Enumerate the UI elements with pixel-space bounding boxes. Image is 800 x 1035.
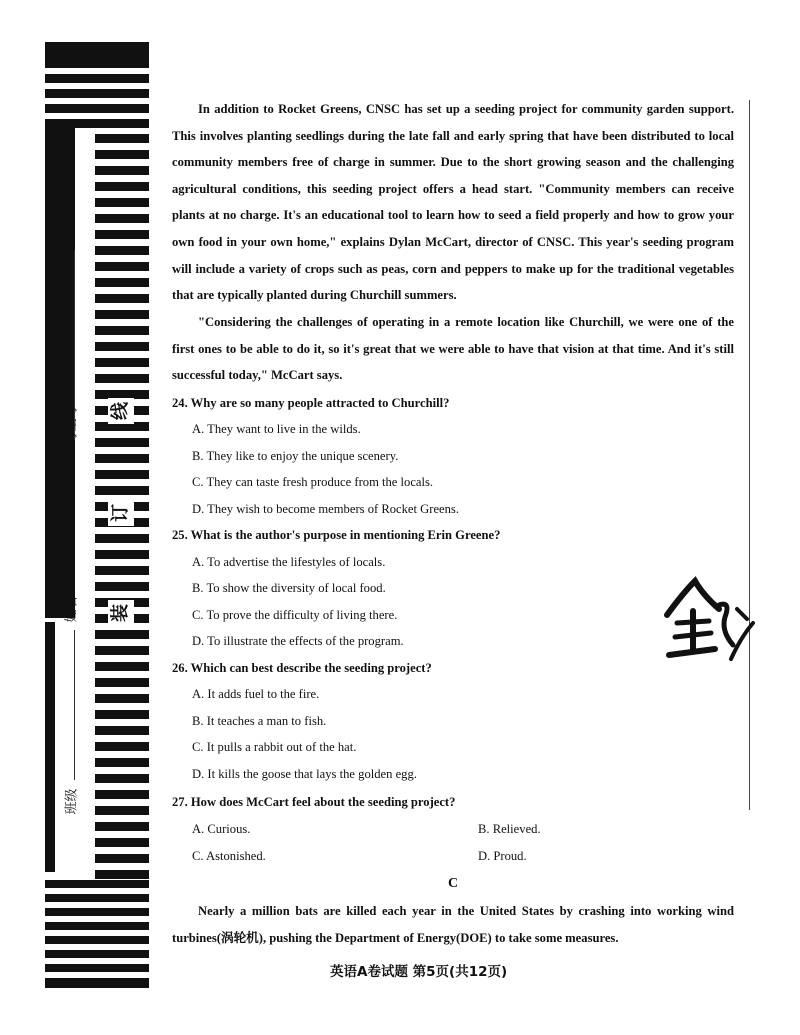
q24-option-b: B. They like to enjoy the unique scenery. (192, 449, 399, 463)
q26-option-b: B. It teaches a man to fish. (192, 714, 327, 728)
q26-option-c: C. It pulls a rabbit out of the hat. (192, 740, 357, 754)
q25-option-c: C. To prove the difficulty of living there. (192, 608, 398, 622)
q27-option-b: B. Relieved. (478, 822, 541, 836)
q27-option-a: A. Curious. (192, 822, 251, 836)
question-26: 26. Which can best describe the seeding project? (172, 661, 432, 675)
q25-option-b: B. To show the diversity of local food. (192, 581, 386, 595)
passage-b-para-1-text: In addition to Rocket Greens, CNSC has set up a seeding project for community garden support. This involves planting seedlings during the late fall and early spring that have been distributed to local community members free of charge in summer. Due to the short growing season and the challenging agricultural conditions, this seeding project offers a head start. "Community members can receive plants at no charge. It's an educational tool to learn how to seed a field properly and how to grow your own food in your own home," explains Dylan McCart, director of CNSC. This year's seeding program will include a variety of crops such as peas, corn and peppers to make up for the traditional vegetables that are typically planted during Churchill summers. (172, 102, 734, 303)
passage-c-para-1-text: Nearly a million bats are killed each year in the United States by crashing into working wind turbines(涡轮机), pushing the Department of Energy(DOE) to take some measures. (172, 904, 734, 945)
q26-option-a: A. It adds fuel to the fire. (192, 687, 320, 701)
page-footer: 英语A卷试题 第5页(共12页) (330, 964, 508, 980)
name-label: 姓名 (64, 596, 80, 623)
q24-option-a: A. They want to live in the wilds. (192, 422, 361, 436)
binding-char-order: 订 (108, 500, 134, 526)
passage-b-para-1 (172, 96, 734, 309)
q24-option-d: D. They wish to become members of Rocket Greens. (192, 502, 459, 516)
question-25: 25. What is the author's purpose in mentioning Erin Greene? (172, 528, 501, 542)
passage-b-para-2-text: "Considering the challenges of operating in a remote location like Churchill, we were one of the first ones to be able to do it, so it's great that we were able to have that vision at that time. And it's still successful today," McCart says. (172, 315, 734, 383)
q25-option-d: D. To illustrate the effects of the program. (192, 634, 404, 648)
class-label: 班级 (64, 788, 80, 815)
q27-option-c: C. Astonished. (192, 849, 266, 863)
question-27: 27. How does McCart feel about the seeding project? (172, 795, 456, 809)
student-id-label: 考生号 (64, 405, 80, 445)
q25-option-a: A. To advertise the lifestyles of locals. (192, 555, 386, 569)
section-c-heading: C (448, 876, 459, 891)
passage-b-para-2 (172, 309, 734, 389)
binding-char-line: 线 (108, 398, 134, 424)
passage-c-para-1 (172, 898, 734, 951)
q27-option-d: D. Proud. (478, 849, 527, 863)
right-margin-rule (749, 100, 750, 810)
handwritten-stamp (655, 575, 755, 670)
q26-option-d: D. It kills the goose that lays the golden egg. (192, 767, 417, 781)
name-line (74, 630, 75, 780)
question-24: 24. Why are so many people attracted to Churchill? (172, 396, 450, 410)
binding-char-bind: 装 (108, 600, 134, 626)
q24-option-c: C. They can taste fresh produce from the locals. (192, 475, 434, 489)
